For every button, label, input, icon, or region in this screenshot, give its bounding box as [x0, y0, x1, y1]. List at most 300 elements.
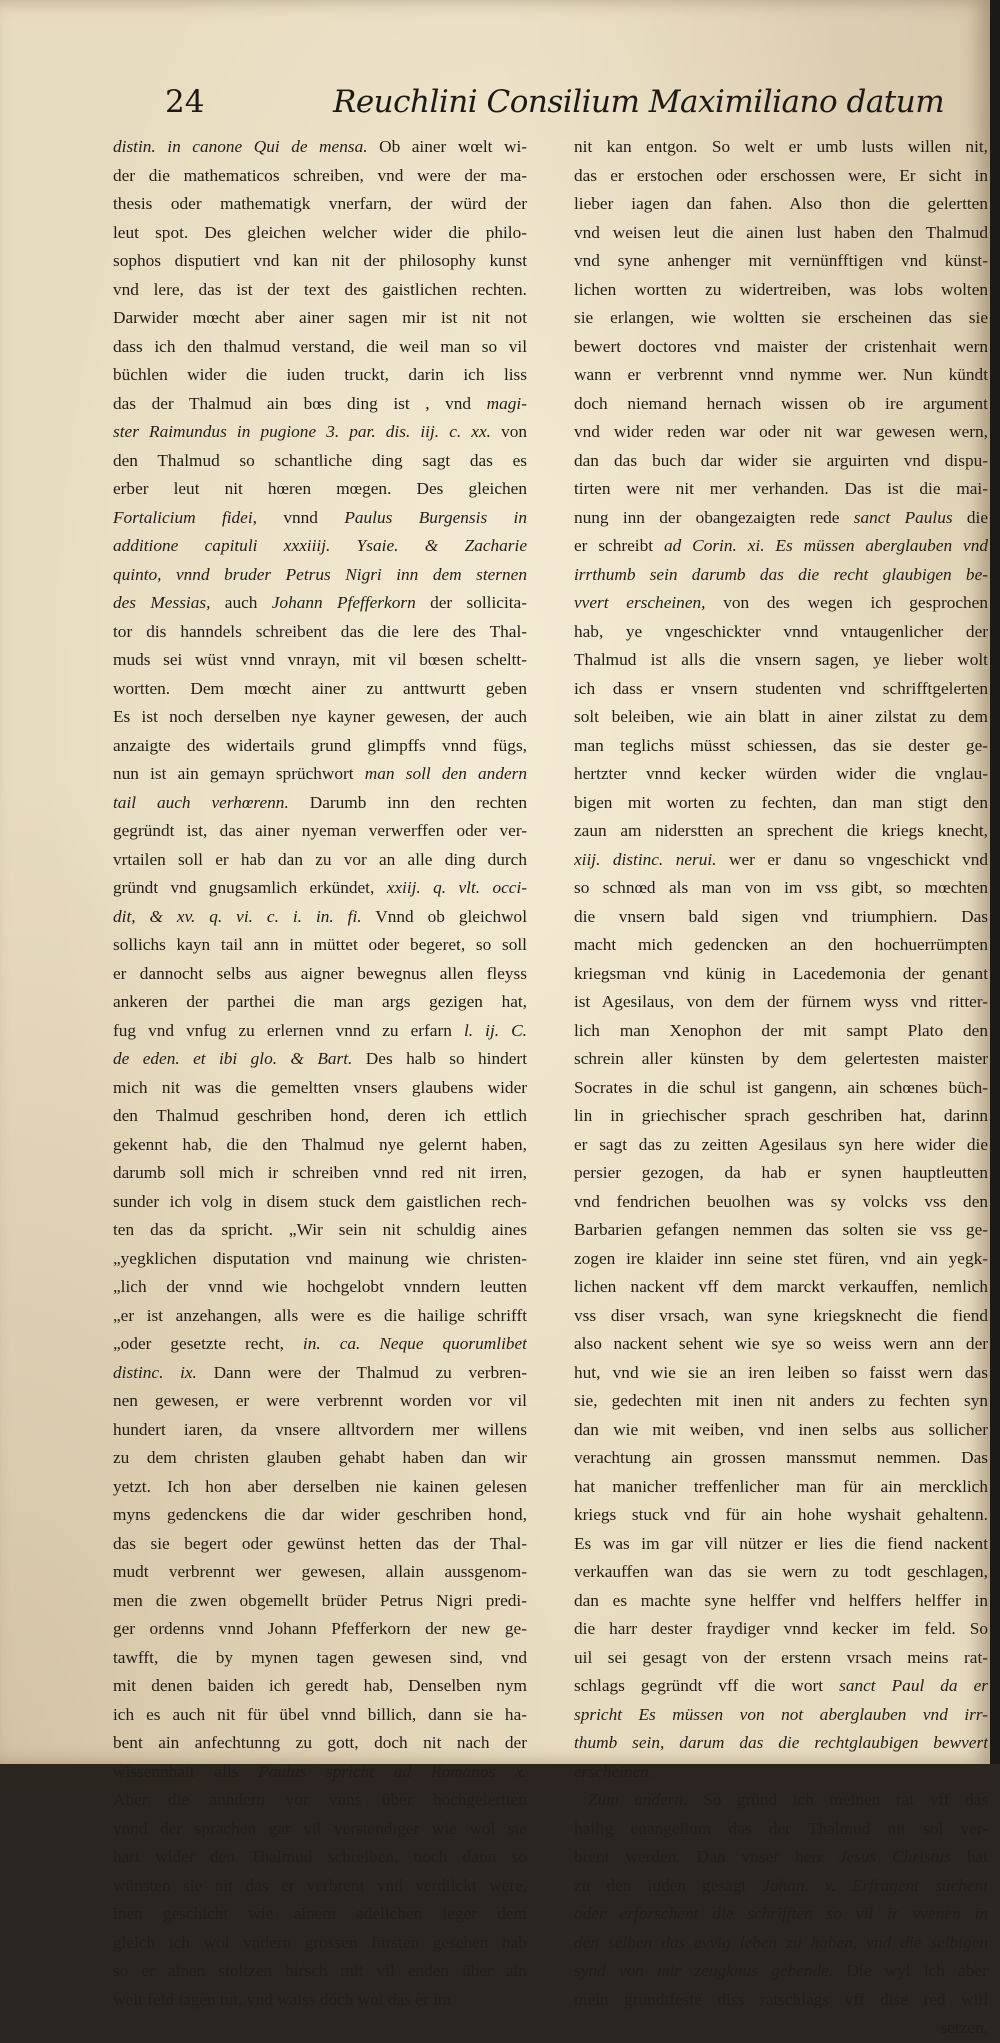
text-segment: muds sei wüst vnnd vnrayn, mit vil bœsen scheltt- [113, 650, 527, 669]
text-segment: uil sei gesagt von der erstenn vrsach meins rat- [574, 1647, 988, 1667]
italic-citation: xiij. distinc. nerui. [574, 849, 717, 869]
italic-citation: dit, & xv. q. vi. c. i. in. fi. [113, 906, 362, 926]
text-line [574, 475, 988, 504]
text-segment: verachtung ain grossen manssmut nemmen. Das [574, 1448, 988, 1467]
text-line [113, 1216, 527, 1245]
text-line [574, 1074, 988, 1103]
text-segment: die [952, 507, 988, 527]
text-segment: , vnnd [252, 507, 345, 527]
text-line [574, 1159, 988, 1188]
text-segment: auch [210, 593, 272, 612]
text-segment: büchlen wider die iuden truckt, darin ich liss [113, 365, 527, 384]
text-segment: wortten. Dem mœcht ainer zu anttwurtt geben [113, 678, 527, 698]
text-line [113, 1302, 527, 1331]
text-line [113, 1473, 527, 1502]
text-segment: „oder gesetzte recht, [113, 1334, 303, 1353]
text-line [574, 789, 988, 818]
italic-citation: Paulus Burgensis in [344, 507, 527, 527]
text-segment: ger ordenns vnnd Johann Pfefferkorn der new ge- [113, 1619, 527, 1638]
italic-citation: l. ij. C. [463, 1020, 527, 1040]
text-line [574, 817, 988, 846]
text-segment: das der Thalmud ain bœs ding ist , vnd [113, 393, 487, 413]
text-segment: man teglichs müsst schiessen, das sie dester ge- [574, 735, 988, 755]
text-line [574, 276, 988, 305]
italic-citation: den selben das evvig leben zu haben, vnd die selbigen [574, 1932, 988, 1952]
text-segment: lin in griechischer sprach geschriben hat, darinn [574, 1106, 988, 1125]
text-line [113, 589, 527, 618]
text-line [574, 846, 988, 875]
italic-citation: tail auch verhœrenn. [113, 792, 289, 812]
italic-citation: Fortalicium fidei [113, 507, 253, 527]
text-line [113, 1416, 527, 1445]
text-segment: dan das buch dar wider sie arguirten vnd dispu- [574, 450, 988, 470]
text-line [574, 1188, 988, 1217]
text-segment: nit kan entgon. So welt er umb lusts willen nit, [574, 137, 988, 156]
text-segment: Dann were der Thalmud zu verbren- [196, 1362, 527, 1382]
text-line [113, 789, 527, 818]
text-segment: zaun am niderstten an sprechent die kriegs knecht, [574, 821, 988, 840]
text-segment: wünsten sie nit das er verbrent vnd verdilckt were, [113, 1875, 527, 1895]
text-line [113, 1986, 527, 2015]
text-segment: verkauffen wan das sie wern zu todt geschlagen, [574, 1562, 988, 1581]
text-line [574, 304, 988, 333]
text-segment: darumb soll mich ir schreiben vnnd red nit irren, [113, 1163, 527, 1182]
text-line [574, 133, 988, 162]
text-line [574, 1587, 988, 1616]
italic-citation: ad Corin. xi. Es müssen aberglauben vnd [663, 536, 988, 555]
text-line [113, 1501, 527, 1530]
text-line [574, 1245, 988, 1274]
text-line [574, 504, 988, 533]
text-line [113, 532, 527, 561]
italic-citation: de eden. et ibi glo. & Bart. [113, 1049, 353, 1068]
text-line [113, 1701, 527, 1730]
text-segment: weit feld iagen tut, vnd waiss doch wol das er im [113, 1989, 452, 2009]
text-line [113, 162, 527, 191]
italic-citation: distin. in canone Qui de mensa. [113, 137, 368, 156]
text-line [574, 874, 988, 903]
text-segment: persier gezogen, da hab er synen hauptleutten [574, 1163, 988, 1182]
text-line [574, 219, 988, 248]
text-segment: der die mathematicos schreiben, vnd were der ma- [113, 165, 527, 185]
text-line [574, 532, 988, 561]
text-segment: vnd weisen leut die ainen lust haben den Thalmud [574, 222, 988, 242]
text-segment: Vnnd ob gleichwol [361, 906, 527, 926]
italic-citation: irrthumb sein darumb das die recht glaubigen be- [574, 564, 988, 584]
text-line [113, 1758, 527, 1787]
text-segment: gekennt hab, die den Thalmud nye gelernt haben, [113, 1134, 527, 1154]
text-line [113, 1330, 527, 1359]
text-segment: lichen nackent vff dem marckt verkauffen, nemlich [574, 1277, 988, 1296]
text-line [574, 247, 988, 276]
text-line [113, 1872, 527, 1901]
italic-citation: synd von mir zeugknus gebende. [574, 1961, 834, 1980]
text-line [574, 1216, 988, 1245]
text-segment: er schreibt [574, 536, 664, 555]
text-line [574, 1729, 988, 1758]
text-line [113, 1131, 527, 1160]
book-spine [990, 0, 1000, 1764]
text-segment: gleich ich wol vndern grossen fürsten gesehen hab [113, 1932, 527, 1952]
text-segment: vrtailen soll er hab dan zu vor an alle ding durch [113, 849, 527, 869]
text-segment: wissennhait alls [113, 1761, 259, 1781]
text-line [574, 1615, 988, 1644]
italic-citation: erscheinen. [574, 1761, 654, 1781]
text-line [574, 190, 988, 219]
italic-citation: magi- [486, 393, 527, 413]
text-segment: von [490, 422, 527, 441]
text-segment: kriegsman vnd künig in Lacedemonia der genant [574, 963, 988, 983]
text-segment: Aber die anndern vor vnns über hochgelertten [113, 1790, 527, 1809]
text-line [113, 1530, 527, 1559]
text-segment: sie erlangen, wie woltten sie erscheinen das sie [574, 308, 988, 327]
text-line [574, 1672, 988, 1701]
text-line [574, 333, 988, 362]
text-line [113, 1815, 527, 1844]
text-line [113, 703, 527, 732]
text-segment: hertzter vnnd kecker würden wider die vnglau- [574, 764, 988, 783]
italic-citation: sanct Paul da er [839, 1676, 988, 1695]
text-segment: bigen mit worten zu fechten, dan man stigt den [574, 792, 988, 812]
text-segment: Es ist noch derselben nye kayner gewesen, der auch [113, 707, 527, 726]
italic-citation: Paulus spricht ad Romanos x. [258, 1761, 527, 1781]
page-number: 24 [165, 84, 205, 120]
text-segment: sie, gedechten mit inen nit anders zu fechten syn [574, 1391, 988, 1410]
text-segment: zu dem christen glauben gehabt haben dan wir [113, 1448, 527, 1467]
text-segment: kriegs stuck vnd für ain hohe wyshait gehaltenn. [574, 1505, 988, 1524]
text-segment: mudt verbrennt wer gewesen, allain aussgenom- [113, 1562, 527, 1581]
text-segment: inen geschicht wie ainem adelichen ieger dem [113, 1904, 527, 1923]
text-segment: lich man Xenophon der mit sampt Plato den [574, 1020, 988, 1040]
text-line [574, 760, 988, 789]
text-line [113, 1644, 527, 1673]
text-segment: so er ainen stoltzen hirsch mit vil enden über ain [113, 1961, 527, 1980]
text-segment: men die zwen obgemellt brüder Petrus Nigri predi- [113, 1590, 527, 1610]
text-line [113, 1273, 527, 1302]
text-segment: ich dass er vnsern studenten vnd schrifftgelerten [574, 678, 988, 698]
text-line [113, 1444, 527, 1473]
text-line [574, 1815, 988, 1844]
text-line [574, 561, 988, 590]
text-line [113, 817, 527, 846]
italic-citation: quinto, vnnd bruder Petrus Nigri inn dem sternen [113, 564, 527, 584]
text-segment: ich es auch nit für übel vnnd billich, dann sie ha- [113, 1704, 527, 1724]
text-segment: thesis oder mathematigk vnerfarn, der würd der [113, 194, 527, 213]
text-segment: tor dis hanndels schreibent das die lere des Thal- [113, 621, 527, 641]
text-line [574, 361, 988, 390]
text-line [113, 276, 527, 305]
text-line [574, 1929, 988, 1958]
text-line [574, 1387, 988, 1416]
text-line [574, 703, 988, 732]
text-line [574, 732, 988, 761]
text-line [113, 931, 527, 960]
text-segment: Barbarien gefangen nemmen das solten sie vss ge- [574, 1220, 988, 1239]
text-line [113, 361, 527, 390]
text-segment: leut spot. Des gleichen welcher wider die philo- [113, 222, 527, 242]
text-segment: Thalmud ist alls die vnsern sagen, ye lieber wolt [574, 650, 988, 669]
text-line [574, 1416, 988, 1445]
page-header [165, 84, 945, 126]
text-line [574, 1501, 988, 1530]
text-line [574, 646, 988, 675]
text-segment: vss diser vrsach, wan syne kriegsknecht die fiend [574, 1305, 988, 1325]
text-segment: dan wie mit weiben, vnd inen selbs aus sollicher [574, 1419, 988, 1439]
text-line [113, 1843, 527, 1872]
text-segment: so schnœd als man von im vss gibt, so mœchten [574, 878, 988, 897]
text-segment: mich nit was die gemeltten vnsers glaubens wider [113, 1077, 527, 1097]
text-segment: mein grundtfeste diss ratschlags vff dise red will [574, 1989, 988, 2009]
text-segment: yetzt. Ich hon aber derselben nie kainen gelesen [113, 1476, 527, 1496]
text-line [113, 1387, 527, 1416]
italic-citation: additione capituli xxxiiij. Ysaie. & Zacharie [113, 536, 527, 555]
text-segment: Des halb so hindert [352, 1049, 527, 1068]
text-segment: dass ich den thalmud verstand, die weil man so vil [113, 336, 527, 356]
italic-citation: vvert erscheinen, [574, 593, 706, 612]
text-segment: sophos disputiert vnd kan nit der philosophy kunst [113, 251, 527, 270]
text-line [574, 1644, 988, 1673]
text-line [574, 988, 988, 1017]
text-segment: bewert doctores vnd maister der cristenhait wern [574, 336, 988, 356]
text-segment: vnd syne anhenger mit vernünfftigen vnd künst- [574, 251, 988, 270]
text-segment: hundert iaren, da vnsere alltvordern mer willens [113, 1419, 527, 1439]
text-line [113, 1615, 527, 1644]
text-line [113, 903, 527, 932]
text-segment: setzen, [940, 2018, 988, 2037]
text-line [574, 1102, 988, 1131]
text-segment: das sie begert oder gewünst hetten das der Thal- [113, 1533, 527, 1553]
text-line [113, 304, 527, 333]
text-segment: von des wegen ich gesprochen [705, 593, 988, 612]
text-line [113, 1017, 527, 1046]
text-line [113, 646, 527, 675]
text-line [113, 133, 527, 162]
text-segment: erber leut nit hœren mœgen. Des gleichen [113, 479, 527, 498]
text-segment: „er ist anzehangen, alls were es die hailige schrifft [113, 1305, 527, 1325]
text-segment: er dannocht selbs aus aigner bewegnus allen fleyss [113, 963, 527, 983]
italic-citation: xxiij. q. vlt. occi- [386, 878, 527, 897]
italic-citation: man soll den andern [364, 764, 527, 783]
text-segment: lieber iagen dan fahen. Also thon die gelertten [574, 194, 988, 213]
text-line [113, 1045, 527, 1074]
text-segment: Die wyl ich aber [833, 1961, 988, 1980]
text-line [113, 1245, 527, 1274]
text-line [574, 1701, 988, 1730]
italic-citation: oder erforschent die schrifften so vil ir vvenen in [574, 1904, 988, 1923]
text-line [113, 1900, 527, 1929]
text-segment: hailig euangelium das der Thalmud nit sol ver- [574, 1818, 988, 1838]
text-line [113, 874, 527, 903]
text-line [574, 618, 988, 647]
text-line [113, 561, 527, 590]
text-segment: vnd fendrichen beuolhen was sy volcks vss den [574, 1191, 988, 1211]
text-line [574, 1843, 988, 1872]
text-line [113, 190, 527, 219]
text-segment: schlags gegründt vff die wort [574, 1676, 840, 1695]
running-title: Reuchlini Consilium Maximiliano datum [333, 84, 945, 120]
text-line [113, 732, 527, 761]
text-line [113, 504, 527, 533]
text-segment: hat [950, 1847, 988, 1866]
text-segment: anzaigte des widertails grund glimpffs vnnd fügs, [113, 735, 527, 755]
text-segment: sunder ich volg in disem stuck dem gaistlichen rech- [113, 1191, 527, 1211]
text-line [113, 1957, 527, 1986]
text-segment: ten das da spricht. „Wir sein nit schuldig aines [113, 1220, 527, 1239]
text-line [574, 2014, 988, 2043]
text-line [113, 1729, 527, 1758]
text-segment: ist Agesilaus, von dem der fürnem wyss vnd ritter- [574, 992, 988, 1011]
italic-citation: Johan. v. Erfragent süchent [762, 1875, 988, 1895]
text-segment: solt beleiben, wie ain blatt in ainer zilstat zu dem [574, 707, 988, 726]
text-line [574, 1045, 988, 1074]
text-segment: ankeren der parthei die man args gezigen hat, [113, 992, 527, 1011]
text-line [574, 931, 988, 960]
text-line [574, 1330, 988, 1359]
text-line [574, 390, 988, 419]
text-segment: Es was im gar vill nützer er lies die fiend nackent [574, 1533, 988, 1553]
text-segment: wann er verbrennt vnnd nymme wer. Nun kündt [574, 365, 988, 384]
text-segment: den Thalmud geschriben hond, deren ich ettlich [113, 1106, 527, 1125]
text-segment: fug vnd vnfug zu erlernen vnnd zu erfarn [113, 1020, 464, 1040]
text-segment: er sagt das zu zeitten Agesilaus syn here wider die [574, 1134, 988, 1154]
text-line [113, 447, 527, 476]
right-text-column [574, 133, 988, 2043]
text-line [113, 390, 527, 419]
text-line [113, 1102, 527, 1131]
text-line [574, 418, 988, 447]
text-line [574, 1758, 988, 1787]
text-line [113, 475, 527, 504]
text-segment: Darwider mœcht aber ainer sagen mir ist nit not [113, 308, 527, 327]
text-segment: lichen wortten zu widertreiben, was lobs wolten [574, 279, 988, 299]
text-line [113, 988, 527, 1017]
text-line [574, 1900, 988, 1929]
text-segment: mit denen baiden ich geredt hab, Denselben nym [113, 1676, 527, 1695]
text-segment: hat manicher treffenlicher man für ain mercklich [574, 1476, 988, 1496]
text-line [113, 1587, 527, 1616]
text-segment: nung inn der obangezaigten rede [574, 507, 854, 527]
text-line [574, 1872, 988, 1901]
text-segment: bent ain anfechtunng zu gott, doch nit nach der [113, 1733, 527, 1752]
text-segment: dan es machte syne helffer vnd helffers helffer in [574, 1590, 988, 1610]
text-line [113, 418, 527, 447]
text-line [574, 162, 988, 191]
text-line [113, 1159, 527, 1188]
text-segment: hart wider den Thalmud schreiben, noch dann so [113, 1847, 527, 1866]
text-line [574, 1302, 988, 1331]
text-line [574, 589, 988, 618]
text-segment: So gründ ich meinen rat vff das [687, 1790, 988, 1809]
italic-citation: Jesus Christus [838, 1847, 951, 1866]
text-line [574, 960, 988, 989]
text-segment: das er erstochen oder erschossen were, Er sicht in [574, 165, 988, 185]
text-line [113, 1188, 527, 1217]
text-segment: nun ist ain gemayn sprüchwort [113, 764, 365, 783]
text-line [574, 1786, 988, 1815]
text-segment: zu den iuden gesagt [574, 1875, 763, 1895]
italic-citation: thumb sein, darum das die rechtglaubigen bewvert [574, 1733, 988, 1752]
text-line [574, 1957, 988, 1986]
text-segment: vnd lere, das ist der text des gaistlichen rechten. [113, 279, 527, 299]
text-line [113, 760, 527, 789]
text-segment: gründt vnd gnugsamlich erkündet, [113, 878, 387, 897]
italic-citation: Johann Pfefferkorn [271, 593, 416, 612]
text-line [574, 675, 988, 704]
text-segment: doch niemand hernach wissen ob ire argument [574, 393, 988, 413]
text-line [574, 1444, 988, 1473]
text-segment: macht mich gedencken an den hochuerrümpten [574, 935, 988, 954]
text-segment: also nackent sehent wie sye so weiss wern ann der [574, 1334, 988, 1353]
italic-citation: des Messias, [113, 593, 211, 612]
text-segment: die harr dester fraydiger vnnd kecker im feld. So [574, 1619, 988, 1638]
italic-citation: Zum andern. [588, 1790, 688, 1809]
text-line [113, 675, 527, 704]
text-segment: der sollicita- [415, 593, 527, 612]
text-line [574, 1530, 988, 1559]
text-line [113, 618, 527, 647]
text-line [574, 903, 988, 932]
text-segment: vnnd der sprachen gar vil verstendiger wie wol sie [113, 1818, 527, 1838]
text-segment: brent werden. Dan vnser herr [574, 1847, 839, 1866]
text-segment: wer er danu so vngeschickt vnd [716, 849, 988, 869]
text-segment: schrein aller künsten by dem gelertesten maister [574, 1049, 988, 1068]
text-segment: tirten were nit mer verhanden. Das ist die mai- [574, 479, 988, 498]
text-segment: Ob ainer wœlt wi- [367, 137, 527, 156]
text-line [574, 1473, 988, 1502]
text-segment: tawfft, die by mynen tagen gewesen sind, vnd [113, 1647, 527, 1667]
text-line [113, 846, 527, 875]
text-line [113, 1929, 527, 1958]
text-line [574, 1558, 988, 1587]
text-segment: „yegklichen disputation vnd mainung wie christen- [113, 1248, 527, 1268]
italic-citation: ster Raimundus in pugione 3. par. dis. iij. c. xx. [113, 422, 491, 441]
text-segment: Darumb inn den rechten [288, 792, 527, 812]
text-segment: hut, vnd wie sie an iren leiben so faisst wern das [574, 1362, 988, 1382]
text-segment: vnd wider reden war oder nit war gewesen wern, [574, 422, 988, 441]
text-segment: nen gewesen, er were verbrennt worden vor vil [113, 1391, 527, 1410]
text-line [113, 247, 527, 276]
text-line [574, 1359, 988, 1388]
text-segment: die vnsern bald sigen vnd triumphiern. Das [574, 906, 988, 926]
text-line [113, 1558, 527, 1587]
text-segment: hab, ye vngeschickter vnnd vntaugenlicher der [574, 621, 988, 641]
left-text-column [113, 133, 527, 2014]
text-line [574, 447, 988, 476]
text-segment: sollichs kayn tail ann in müttet oder begeret, so soll [113, 935, 527, 954]
text-segment: Socrates in die schul ist gangenn, ain schœnes büch- [574, 1077, 988, 1097]
text-line [574, 1131, 988, 1160]
text-line [574, 1273, 988, 1302]
italic-citation: distinc. ix. [113, 1362, 197, 1382]
italic-citation: spricht Es müssen von not aberglauben vnd irr- [574, 1704, 988, 1724]
text-segment: „lich der vnnd wie hochgelobt vnndern leutten [113, 1277, 527, 1296]
italic-citation: sanct Paulus [853, 507, 953, 527]
text-segment: gegründt ist, das ainer nyeman verwerffen oder ver- [113, 821, 527, 840]
text-line [574, 1017, 988, 1046]
text-segment: myns gedenckens die dar wider geschriben hond, [113, 1505, 527, 1524]
italic-citation: in. ca. Neque quorumlibet [302, 1334, 527, 1353]
text-line [113, 1672, 527, 1701]
text-segment: zogen ire klaider inn seine stet füren, vnd ain yegk- [574, 1248, 988, 1268]
text-line [574, 1986, 988, 2015]
text-line [113, 219, 527, 248]
text-line [113, 1074, 527, 1103]
text-line [113, 1786, 527, 1815]
text-segment: den Thalmud so schantliche ding sagt das es [113, 450, 527, 470]
text-line [113, 960, 527, 989]
text-line [113, 1359, 527, 1388]
text-line [113, 333, 527, 362]
